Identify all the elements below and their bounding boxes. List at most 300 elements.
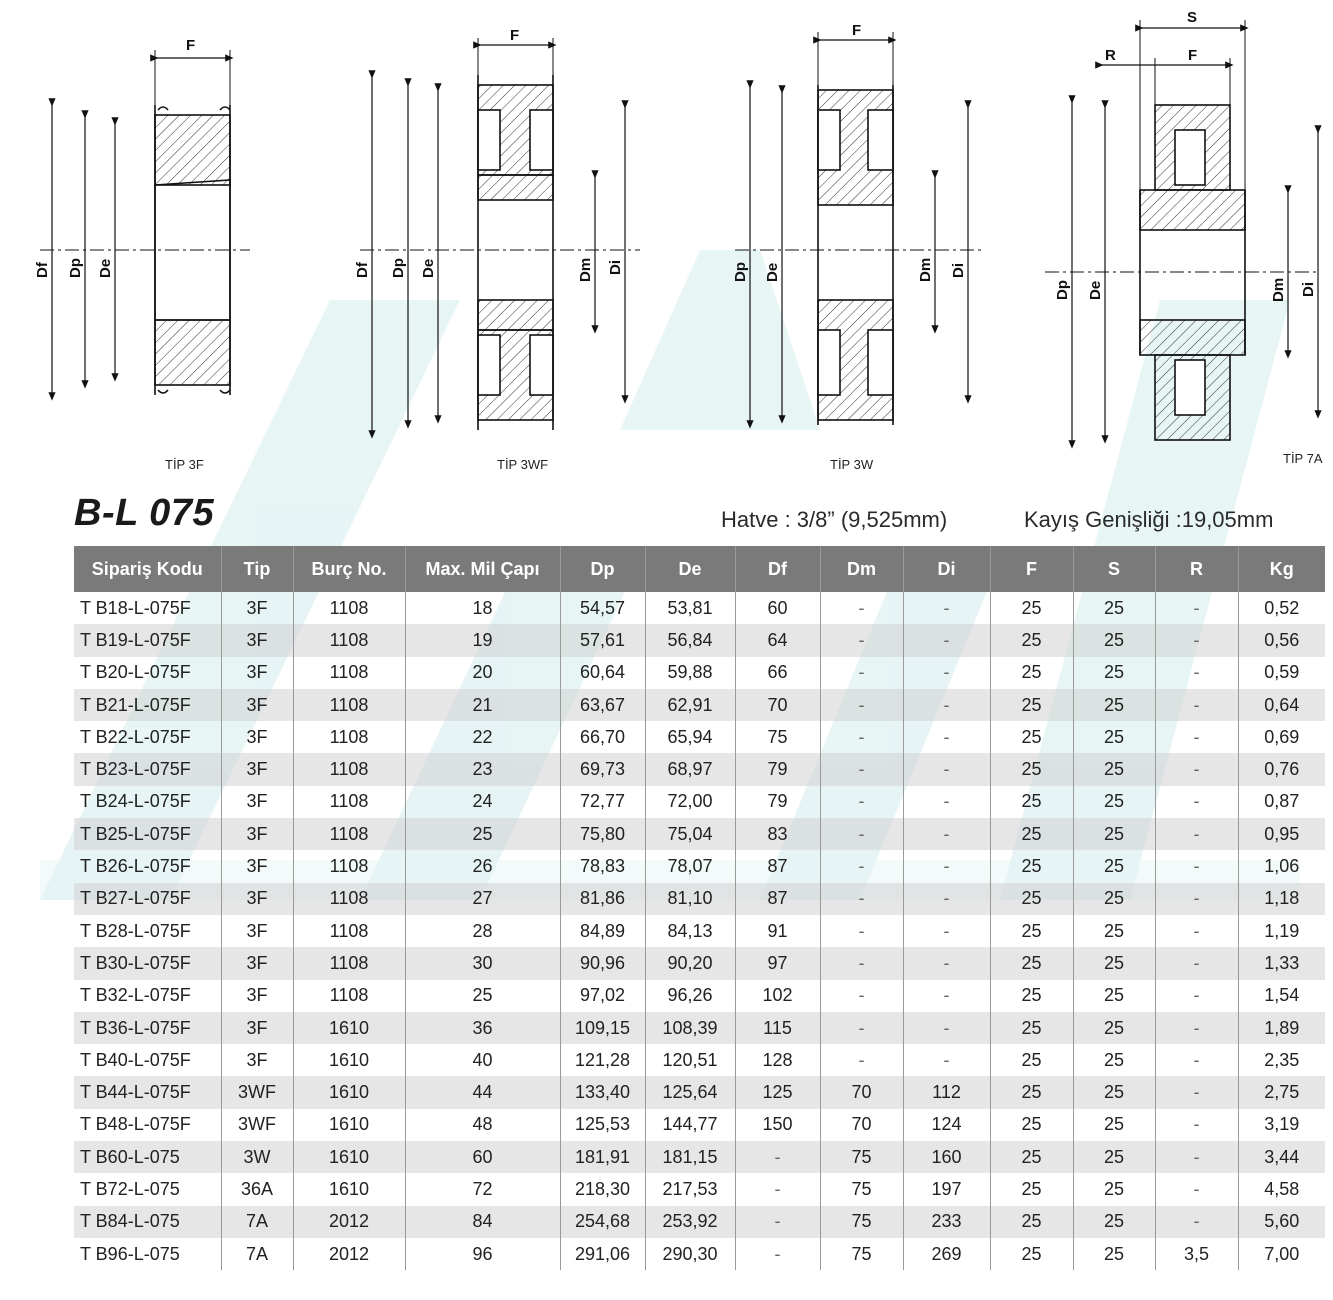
table-cell: 25 (1073, 1173, 1155, 1205)
table-cell: 125,53 (560, 1109, 645, 1141)
table-cell: - (1155, 915, 1238, 947)
table-cell: - (735, 1173, 820, 1205)
table-cell: 25 (990, 592, 1073, 624)
table-cell: 1108 (293, 624, 405, 656)
table-cell: 3F (221, 1044, 293, 1076)
table-cell: 217,53 (645, 1173, 735, 1205)
table-cell: 25 (990, 689, 1073, 721)
table-cell: 102 (735, 980, 820, 1012)
table-cell: 1610 (293, 1141, 405, 1173)
table-cell: 2,75 (1238, 1076, 1325, 1108)
table-cell: - (820, 1044, 903, 1076)
table-cell: T B32-L-075F (80, 985, 191, 1006)
table-cell: 25 (990, 980, 1073, 1012)
table-cell: 25 (990, 1076, 1073, 1108)
table-cell: 1108 (293, 721, 405, 753)
table-cell: T B36-L-075F (74, 1012, 221, 1044)
svg-text:Dm: Dm (577, 257, 594, 282)
table-cell: T B44-L-075F (74, 1076, 221, 1108)
table-cell: 150 (735, 1109, 820, 1141)
table-cell: 1610 (293, 1109, 405, 1141)
table-cell: - (820, 883, 903, 915)
table-cell: 44 (405, 1076, 560, 1108)
table-cell: - (820, 786, 903, 818)
series-title: B-L 075 (74, 492, 215, 534)
table-cell: - (820, 850, 903, 882)
table-cell: 36 (405, 1012, 560, 1044)
table-cell: - (735, 1238, 820, 1270)
table-cell: 25 (1073, 592, 1155, 624)
table-cell: 25 (1073, 980, 1155, 1012)
table-cell: 28 (405, 915, 560, 947)
table-cell: - (1155, 818, 1238, 850)
svg-text:Dp: Dp (1054, 280, 1071, 300)
svg-text:Dp: Dp (67, 258, 84, 278)
table-cell: 19 (405, 624, 560, 656)
table-cell: 48 (405, 1109, 560, 1141)
table-cell: 1,33 (1238, 947, 1325, 979)
table-cell: 78,83 (560, 850, 645, 882)
table-cell: 25 (1073, 1109, 1155, 1141)
table-cell: 1108 (293, 818, 405, 850)
svg-text:Di: Di (607, 260, 624, 275)
svg-text:Dp: Dp (390, 258, 407, 278)
table-cell: T B21-L-075F (74, 689, 221, 721)
diagram-tip-3w (735, 32, 985, 425)
table-cell: 25 (990, 1109, 1073, 1141)
table-row (74, 592, 1325, 624)
table-cell: 72 (405, 1173, 560, 1205)
table-cell: - (903, 883, 990, 915)
table-cell: - (1155, 753, 1238, 785)
table-cell: 36A (221, 1173, 293, 1205)
table-cell: - (1155, 883, 1238, 915)
table-cell: - (1155, 1206, 1238, 1238)
table-cell: 60 (735, 592, 820, 624)
table-cell: 25 (1073, 915, 1155, 947)
column-header: Kg (1238, 546, 1325, 592)
table-row (74, 753, 1325, 785)
table-cell: - (1155, 1173, 1238, 1205)
svg-text:De: De (97, 258, 114, 278)
table-cell: - (735, 1206, 820, 1238)
table-cell: T B23-L-075F (74, 753, 221, 785)
table-cell: 72,00 (645, 786, 735, 818)
table-row (74, 850, 1325, 882)
table-cell: 25 (990, 1012, 1073, 1044)
table-cell: 254,68 (560, 1206, 645, 1238)
table-cell: 25 (990, 947, 1073, 979)
table-row (74, 721, 1325, 753)
table-cell: 25 (1073, 786, 1155, 818)
table-cell: - (903, 980, 990, 1012)
column-header: Burç No. (293, 546, 405, 592)
table-cell: - (1155, 947, 1238, 979)
table-cell: 84,13 (645, 915, 735, 947)
table-cell: 62,91 (645, 689, 735, 721)
svg-text:Df: Df (354, 262, 371, 278)
caption-tip-3wf: TİP 3WF (497, 457, 549, 472)
table-row (74, 1173, 1325, 1205)
table-cell: 96,26 (645, 980, 735, 1012)
table-cell: 90,96 (560, 947, 645, 979)
table-cell: - (903, 818, 990, 850)
table-row (74, 1141, 1325, 1173)
table-cell: 23 (405, 753, 560, 785)
table-cell: 75 (820, 1238, 903, 1270)
table-cell: - (903, 786, 990, 818)
table-cell: - (1155, 1044, 1238, 1076)
table-cell: 22 (405, 721, 560, 753)
table-cell: 109,15 (560, 1012, 645, 1044)
table-cell: 1108 (293, 915, 405, 947)
table-cell: 25 (990, 657, 1073, 689)
table-cell: - (1155, 786, 1238, 818)
table-cell: T B60-L-075 (74, 1141, 221, 1173)
table-cell: 69,73 (560, 753, 645, 785)
table-cell: T B84-L-075 (74, 1206, 221, 1238)
diagram-tip-3f (40, 50, 250, 397)
table-cell: 3,5 (1155, 1238, 1238, 1270)
table-cell: 1,89 (1238, 1012, 1325, 1044)
table-cell: 79 (735, 753, 820, 785)
table-cell: 115 (735, 1012, 820, 1044)
table-cell: 160 (903, 1141, 990, 1173)
table-cell: 1610 (293, 1173, 405, 1205)
table-cell: - (1155, 689, 1238, 721)
table-cell: 0,69 (1238, 721, 1325, 753)
table-cell: 90,20 (645, 947, 735, 979)
table-cell: 81,86 (560, 883, 645, 915)
table-cell: 83 (735, 818, 820, 850)
table-cell: 0,56 (1238, 624, 1325, 656)
table-cell: 3F (221, 980, 293, 1012)
table-cell: 0,95 (1238, 818, 1325, 850)
table-cell: 181,15 (645, 1141, 735, 1173)
table-cell: 3,44 (1238, 1141, 1325, 1173)
table-row (74, 1238, 1325, 1270)
table-cell: 54,57 (560, 592, 645, 624)
table-cell: - (1155, 657, 1238, 689)
table-cell: 25 (990, 721, 1073, 753)
table-cell: 3F (221, 657, 293, 689)
table-cell: 57,61 (560, 624, 645, 656)
table-cell: 128 (735, 1044, 820, 1076)
table-cell: 3F (221, 624, 293, 656)
table-cell: 290,30 (645, 1238, 735, 1270)
table-row (74, 883, 1325, 915)
table-cell: 1610 (293, 1044, 405, 1076)
table-cell: 5,60 (1238, 1206, 1325, 1238)
table-cell: 3F (221, 850, 293, 882)
belt-width-spec: Kayış Genişliği :19,05mm (1024, 507, 1274, 532)
table-cell: 1108 (293, 850, 405, 882)
table-cell: 66 (735, 657, 820, 689)
table-row (74, 915, 1325, 947)
table-cell: 64 (735, 624, 820, 656)
table-cell: 125,64 (645, 1076, 735, 1108)
table-cell: 2012 (293, 1206, 405, 1238)
table-cell: 291,06 (560, 1238, 645, 1270)
table-cell: 3F (221, 592, 293, 624)
table-cell: 84 (405, 1206, 560, 1238)
table-row (74, 818, 1325, 850)
table-cell: 75 (735, 721, 820, 753)
table-cell: 25 (1073, 1076, 1155, 1108)
table-cell: 24 (405, 786, 560, 818)
table-cell: 25 (1073, 657, 1155, 689)
table-cell: - (820, 689, 903, 721)
column-header: Sipariş Kodu (74, 546, 221, 592)
table-cell: 25 (990, 753, 1073, 785)
table-cell: 3F (221, 721, 293, 753)
caption-tip-3w: TİP 3W (830, 457, 874, 472)
diagram-tip-7a (1045, 20, 1320, 445)
table-cell: 1,18 (1238, 883, 1325, 915)
table-cell: 25 (1073, 624, 1155, 656)
table-cell: 2012 (293, 1238, 405, 1270)
table-row (74, 1206, 1325, 1238)
table-cell: T B28-L-075F (80, 920, 191, 941)
table-cell: - (903, 947, 990, 979)
table-cell: - (903, 624, 990, 656)
table-cell: 75,80 (560, 818, 645, 850)
table-cell: 68,97 (645, 753, 735, 785)
table-cell: T B19-L-075F (74, 624, 221, 656)
table-cell: 70 (735, 689, 820, 721)
table-cell: 3F (221, 786, 293, 818)
table-cell: 3F (221, 947, 293, 979)
table-cell: 63,67 (560, 689, 645, 721)
table-cell: - (903, 689, 990, 721)
column-header: Dm (820, 546, 903, 592)
table-cell: 25 (1073, 1238, 1155, 1270)
table-cell: 25 (1073, 883, 1155, 915)
table-cell: 197 (903, 1173, 990, 1205)
table-cell: 3F (221, 818, 293, 850)
table-cell: 1,54 (1238, 980, 1325, 1012)
pulley-spec-table (74, 546, 1325, 1270)
table-cell: 1108 (293, 947, 405, 979)
table-cell: 79 (735, 786, 820, 818)
table-cell: - (1155, 1109, 1238, 1141)
table-cell: 3,19 (1238, 1109, 1325, 1141)
table-cell: 124 (903, 1109, 990, 1141)
table-cell: 133,40 (560, 1076, 645, 1108)
svg-text:Dm: Dm (917, 257, 934, 282)
table-cell: 25 (990, 786, 1073, 818)
table-cell: 25 (1073, 947, 1155, 979)
table-cell: 25 (990, 1206, 1073, 1238)
table-cell: 53,81 (645, 592, 735, 624)
table-cell: T B22-L-075F (80, 726, 191, 747)
table-cell: 27 (405, 883, 560, 915)
table-cell: 4,58 (1238, 1173, 1325, 1205)
table-cell: 25 (1073, 818, 1155, 850)
table-row (74, 624, 1325, 656)
table-cell: T B27-L-075F (74, 883, 221, 915)
table-cell: - (820, 721, 903, 753)
table-cell: 1108 (293, 786, 405, 818)
table-cell: - (903, 1044, 990, 1076)
table-cell: 3WF (221, 1109, 293, 1141)
table-cell: T B96-L-075 (80, 1243, 180, 1264)
table-cell: 25 (405, 980, 560, 1012)
table-cell: - (820, 592, 903, 624)
table-cell: 20 (405, 657, 560, 689)
table-cell: 70 (820, 1076, 903, 1108)
table-cell: T B72-L-075 (80, 1178, 180, 1199)
table-cell: - (820, 947, 903, 979)
column-header: Dp (560, 546, 645, 592)
column-header: De (645, 546, 735, 592)
table-cell: 25 (405, 818, 560, 850)
table-cell: 1610 (293, 1076, 405, 1108)
table-cell: - (735, 1141, 820, 1173)
pitch-spec: Hatve : 3/8” (9,525mm) (721, 507, 948, 532)
table-cell: 7,00 (1238, 1238, 1325, 1270)
table-cell: 25 (1073, 721, 1155, 753)
column-header: Max. Mil Çapı (405, 546, 560, 592)
table-cell: T B48-L-075F (80, 1114, 191, 1135)
table-cell: 7A (221, 1238, 293, 1270)
column-header: F (990, 546, 1073, 592)
table-cell: 60 (405, 1141, 560, 1173)
table-cell: 75,04 (645, 818, 735, 850)
table-cell: 75 (820, 1206, 903, 1238)
table-cell: 0,59 (1238, 657, 1325, 689)
table-cell: 144,77 (645, 1109, 735, 1141)
table-cell: 181,91 (560, 1141, 645, 1173)
table-cell: - (903, 592, 990, 624)
table-cell: - (903, 657, 990, 689)
table-cell: 30 (405, 947, 560, 979)
table-cell: 112 (903, 1076, 990, 1108)
svg-text:F: F (186, 37, 196, 54)
table-cell: T B26-L-075F (80, 856, 191, 877)
table-cell: 1108 (293, 592, 405, 624)
svg-text:S: S (1187, 9, 1198, 26)
table-cell: 25 (990, 850, 1073, 882)
table-cell: 25 (1073, 1141, 1155, 1173)
table-cell: T B30-L-075F (74, 947, 221, 979)
column-header: R (1155, 546, 1238, 592)
table-cell: 40 (405, 1044, 560, 1076)
column-header: Df (735, 546, 820, 592)
table-cell: 25 (1073, 1044, 1155, 1076)
table-cell: 3F (221, 883, 293, 915)
table-cell: 59,88 (645, 657, 735, 689)
table-cell: 25 (1073, 689, 1155, 721)
table-cell: - (1155, 721, 1238, 753)
column-header: S (1073, 546, 1155, 592)
table-cell: 66,70 (560, 721, 645, 753)
table-cell: 218,30 (560, 1173, 645, 1205)
table-cell: 75 (820, 1173, 903, 1205)
table-cell: 3WF (221, 1076, 293, 1108)
table-cell: - (820, 1012, 903, 1044)
table-cell: - (820, 818, 903, 850)
table-cell: 7A (221, 1206, 293, 1238)
table-cell: 1610 (293, 1012, 405, 1044)
table-cell: 25 (990, 1238, 1073, 1270)
table-cell: - (903, 1012, 990, 1044)
table-cell: 25 (1073, 850, 1155, 882)
table-cell: - (1155, 850, 1238, 882)
table-cell: - (820, 753, 903, 785)
caption-tip-3f: TİP 3F (165, 457, 204, 472)
table-cell: 87 (735, 883, 820, 915)
table-cell: - (1155, 624, 1238, 656)
table-cell: 121,28 (560, 1044, 645, 1076)
table-cell: 269 (903, 1238, 990, 1270)
table-cell: 3W (221, 1141, 293, 1173)
table-row (74, 1109, 1325, 1141)
svg-text:F: F (510, 27, 520, 44)
table-cell: 81,10 (645, 883, 735, 915)
table-cell: 3F (221, 915, 293, 947)
table-cell: 1108 (293, 753, 405, 785)
table-cell: 1108 (293, 980, 405, 1012)
table-cell: 253,92 (645, 1206, 735, 1238)
table-body (74, 592, 1325, 1270)
table-cell: 18 (405, 592, 560, 624)
svg-text:Dp: Dp (732, 262, 749, 282)
table-row (74, 786, 1325, 818)
table-cell: - (820, 657, 903, 689)
table-cell: 78,07 (645, 850, 735, 882)
table-cell: 25 (1073, 753, 1155, 785)
table-cell: 2,35 (1238, 1044, 1325, 1076)
table-row (74, 657, 1325, 689)
table-cell: 21 (405, 689, 560, 721)
table-cell: 1,06 (1238, 850, 1325, 882)
table-cell: 75 (820, 1141, 903, 1173)
table-cell: T B20-L-075F (80, 662, 191, 683)
svg-text:De: De (420, 258, 437, 278)
table-cell: 97 (735, 947, 820, 979)
table-cell: 60,64 (560, 657, 645, 689)
table-cell: 25 (990, 624, 1073, 656)
table-cell: 3F (221, 1012, 293, 1044)
table-cell: T B24-L-075F (80, 791, 191, 812)
table-cell: 84,89 (560, 915, 645, 947)
table-cell: - (1155, 1141, 1238, 1173)
table-cell: 0,52 (1238, 592, 1325, 624)
table-row (74, 1076, 1325, 1108)
table-cell: 1108 (293, 689, 405, 721)
table-cell: 25 (990, 883, 1073, 915)
table-cell: 1108 (293, 657, 405, 689)
table-cell: 0,87 (1238, 786, 1325, 818)
table-cell: - (820, 624, 903, 656)
table-row (74, 1044, 1325, 1076)
table-cell: 25 (990, 1044, 1073, 1076)
svg-text:Dm: Dm (1270, 277, 1287, 302)
svg-text:Df: Df (34, 262, 51, 278)
table-cell: - (903, 721, 990, 753)
diagram-tip-3wf (360, 38, 640, 435)
table-header-row (74, 546, 1325, 592)
table-row (74, 689, 1325, 721)
table-cell: 120,51 (645, 1044, 735, 1076)
table-cell: 97,02 (560, 980, 645, 1012)
table-cell: - (903, 850, 990, 882)
svg-text:Di: Di (1300, 282, 1317, 297)
table-cell: 1108 (293, 883, 405, 915)
table-cell: - (820, 980, 903, 1012)
table-cell: - (1155, 1076, 1238, 1108)
